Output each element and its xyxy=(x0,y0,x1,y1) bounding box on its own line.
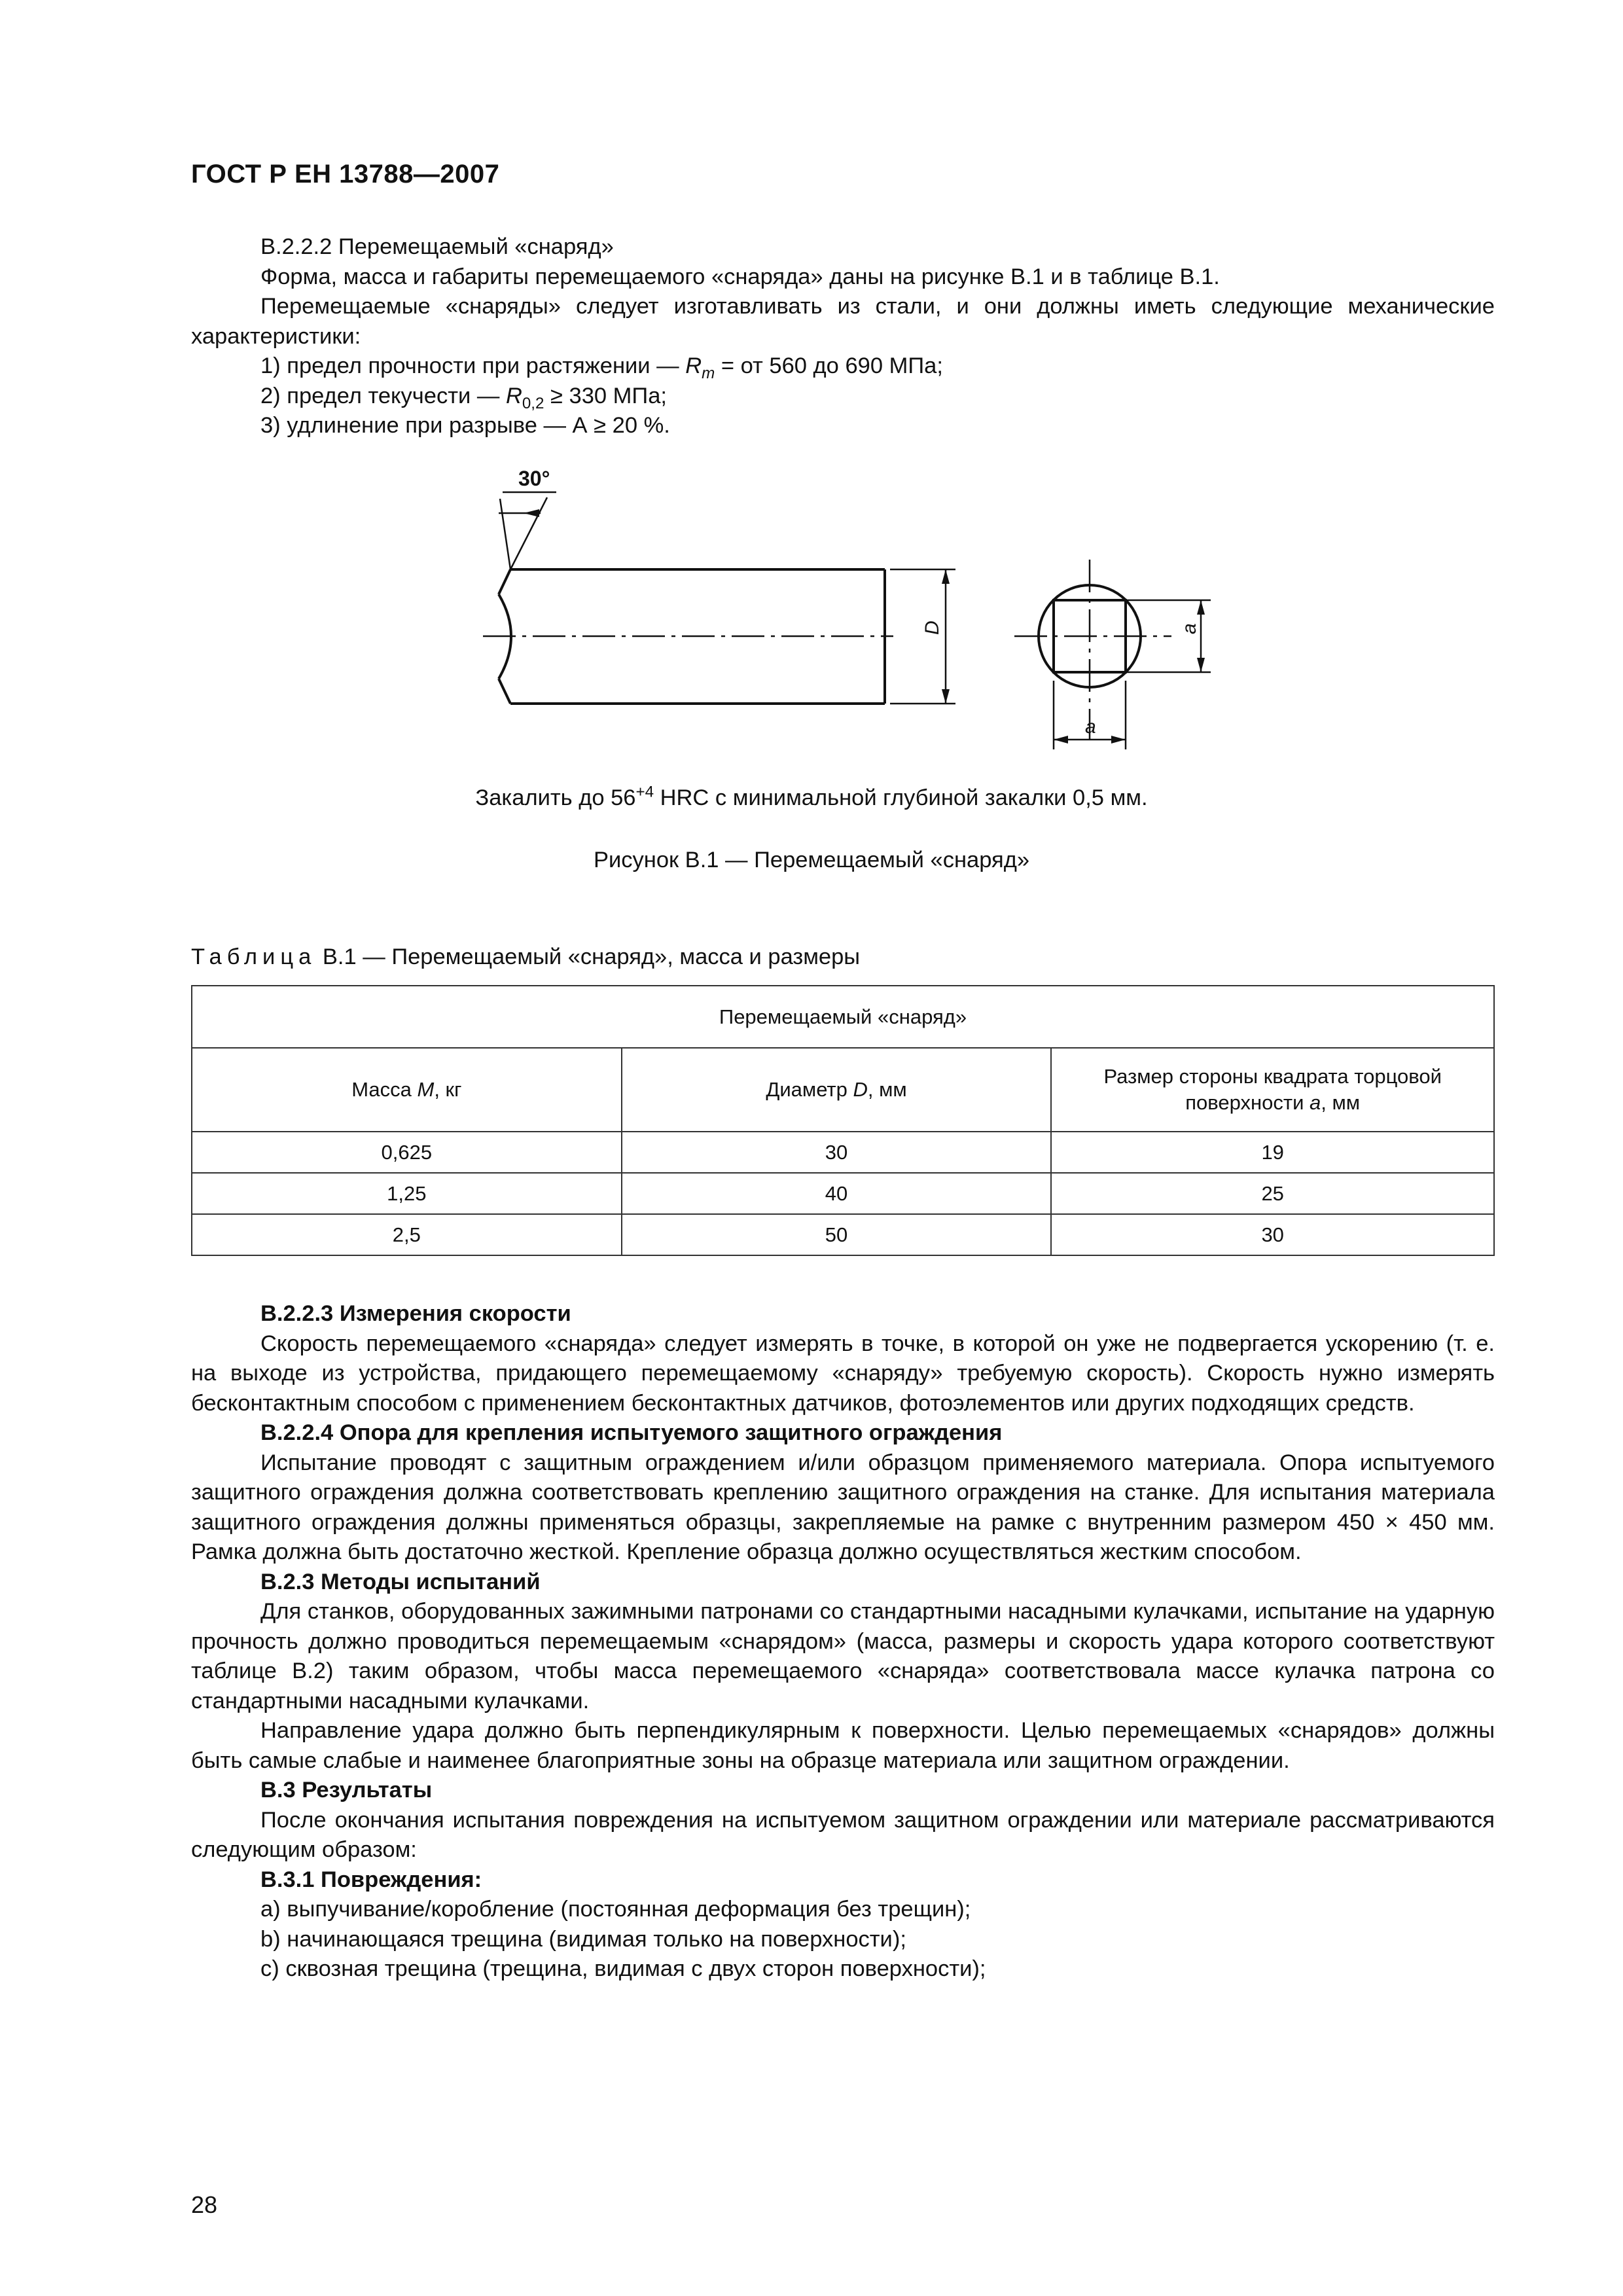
list-item: 1) предел прочности при растяжении — $R_m$ = от 560 до 690 МПа; xyxy=(260,353,943,382)
table-cell: 1,25 xyxy=(192,1173,622,1214)
figure-note: Закалить до $56^{+4}$ HRC с минимальной глубиной закалки 0,5 мм. xyxy=(475,783,1148,810)
table-cell: 50 xyxy=(622,1214,1052,1255)
table-header-side: Размер стороны квадрата торцовой поверхности a, мм xyxy=(1051,1048,1494,1132)
section-heading: В.2.2.4 Опора для крепления испытуемого защитного ограждения xyxy=(260,1420,1003,1445)
section-heading: В.3 Результаты xyxy=(260,1778,433,1803)
figure-caption: Рисунок В.1 — Перемещаемый «снаряд» xyxy=(593,848,1030,872)
projectile-table xyxy=(191,985,1495,1256)
section-heading: В.2.3 Методы испытаний xyxy=(260,1569,541,1594)
table-cell: 30 xyxy=(622,1132,1052,1173)
paragraph: Форма, масса и габариты перемещаемого «снаряда» даны на рисунке В.1 и в таблице В.1. xyxy=(260,264,1220,289)
table-cell: 0,625 xyxy=(192,1132,622,1173)
paragraph: Для станков, оборудованных зажимными патронами со стандартными насадными кулачками, испытание на ударную прочность должно проводиться перемещаемым «снарядом» (масса, размеры и скорость удара которого соответствуют таблице В.2) таким образом, чтобы масса перемещаемого «снаряда» соответствовала массе кулачка патрона со стандартными насадными кулачками. xyxy=(191,1599,1495,1713)
document-header: ГОСТ Р ЕН 13788—2007 xyxy=(191,160,500,188)
page-number: 28 xyxy=(191,2191,218,2218)
table-header-diameter: Диаметр D, мм xyxy=(622,1048,1052,1132)
list-item: a) выпучивание/коробление (постоянная деформация без трещин); xyxy=(260,1897,971,1922)
section-b222 xyxy=(191,232,1495,441)
side-label-bottom: a xyxy=(1085,716,1096,738)
table-group-header: Перемещаемый «снаряд» xyxy=(192,986,1494,1048)
paragraph: Направление удара должно быть перпендикулярным к поверхности. Целью перемещаемых «снарядов» должны быть самые слабые и наименее благоприятные зоны на образце материала или защитном ограждении. xyxy=(191,1718,1495,1773)
paragraph: После окончания испытания повреждения на испытуемом защитном ограждении или материале рассматриваются следующим образом: xyxy=(191,1807,1495,1862)
paragraph: Испытание проводят с защитным ограждением и/или образцом применяемого материала. Опора испытуемого защитного ограждения должна соответствовать креплению защитного ограждения на станке. Для испытания материала защитного ограждения должны применяться образцы, закрепляемые на рамке с внутренним размером 450 × 450 мм. Рамка должна быть достаточно жесткой. Крепление образца должно осуществляться жестким способом. xyxy=(191,1450,1495,1564)
table-cell: 25 xyxy=(1051,1173,1494,1214)
body-text xyxy=(191,1299,1495,1984)
list-item: c) сквозная трещина (трещина, видимая с двух сторон поверхности); xyxy=(260,1956,986,1981)
angle-label: 30° xyxy=(518,467,550,490)
table-cell: 30 xyxy=(1051,1214,1494,1255)
list-item: 2) предел текучести — $R_{0,2} \ge 330$ МПа; xyxy=(260,383,667,412)
table-row xyxy=(192,1173,1494,1214)
list-item: b) начинающаяся трещина (видимая только на поверхности); xyxy=(260,1926,906,1952)
diameter-label: D xyxy=(921,620,943,635)
paragraph: Перемещаемые «снаряды» следует изготавливать из стали, и они должны иметь следующие механические характеристики: xyxy=(191,294,1495,349)
table-caption: Таблица В.1 — Перемещаемый «снаряд», масса и размеры xyxy=(191,944,861,969)
table-row xyxy=(192,1132,1494,1173)
table-cell: 19 xyxy=(1051,1132,1494,1173)
table-header-mass: Масса M, кг xyxy=(192,1048,622,1132)
section-heading: В.2.2.2 Перемещаемый «снаряд» xyxy=(260,234,614,259)
paragraph: Скорость перемещаемого «снаряда» следует измерять в точке, в которой он уже не подвергается ускорению (т. е. на выходе из устройства, придающего перемещаемому «снаряду» требуемую скорость). Скорость нужно измерять бесконтактным способом с применением бесконтактных датчиков, фотоэлементов или других подходящих средств. xyxy=(191,1331,1495,1416)
projectile-drawing xyxy=(458,458,1243,766)
section-heading: В.2.2.3 Измерения скорости xyxy=(260,1301,571,1326)
side-label-right: a xyxy=(1179,623,1200,634)
table-cell: 2,5 xyxy=(192,1214,622,1255)
table-row xyxy=(192,1214,1494,1255)
list-item: 3) удлинение при разрыве — А ≥ 20 %. xyxy=(260,413,670,438)
section-heading: В.3.1 Повреждения: xyxy=(260,1867,482,1892)
table-cell: 40 xyxy=(622,1173,1052,1214)
